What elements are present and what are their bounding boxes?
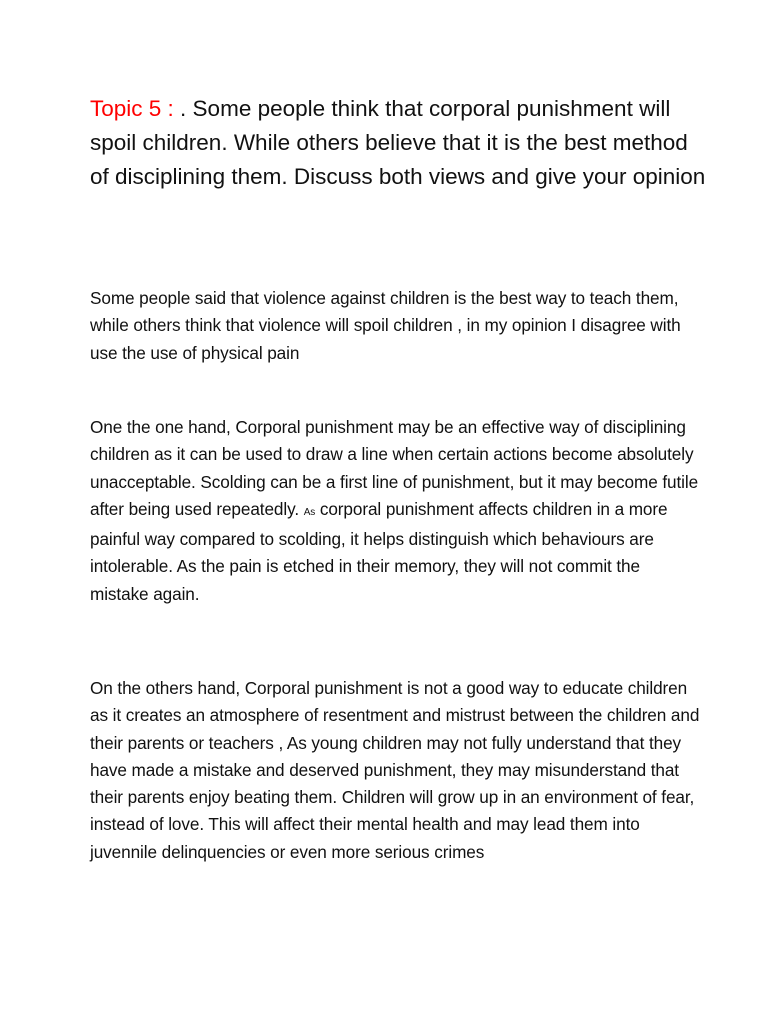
first-body-paragraph xyxy=(90,414,700,608)
essay-topic-heading xyxy=(90,92,710,194)
second-body-text: On the others hand, Corporal punishment is not a good way to educate children as it creates an atmosphere of resentment and mistrust between the children and their parents or teachers , As young children may not fully understand that they have made a mistake and deserved punishment, they may misunderstand that their parents enjoy beating them. Children will grow up in an environment of fear, instead of love. This will affect their mental health and may lead them into juvennile delinquencies or even more serious crimes xyxy=(90,678,700,862)
topic-label: Topic 5 : xyxy=(90,96,181,121)
small-word-as: As xyxy=(303,506,316,518)
introduction-text: Some people said that violence against children is the best way to teach them, while others think that violence will spoil children , in my opinion I disagree with use the use of physical pain xyxy=(90,288,681,363)
introduction-paragraph xyxy=(90,285,700,367)
first-body-text-start: One the one hand, Corporal punishment may be an effective way of disciplining children as it can be used to draw a line when certain actions become absolutely unacceptable. Scolding can be a first line of punishment, but it may become futile after being used repeatedly. xyxy=(90,417,699,519)
second-body-paragraph xyxy=(90,675,700,866)
topic-question: . Some people think that corporal punishment will spoil children. While others believe that it is the best method of disciplining them. Discuss both views and give your opinion xyxy=(90,96,706,189)
first-body-text-end: corporal punishment affects children in a more painful way compared to scolding, it helps distinguish which behaviours are intolerable. As the pain is etched in their memory, they will not commit the mistake again. xyxy=(90,498,668,604)
